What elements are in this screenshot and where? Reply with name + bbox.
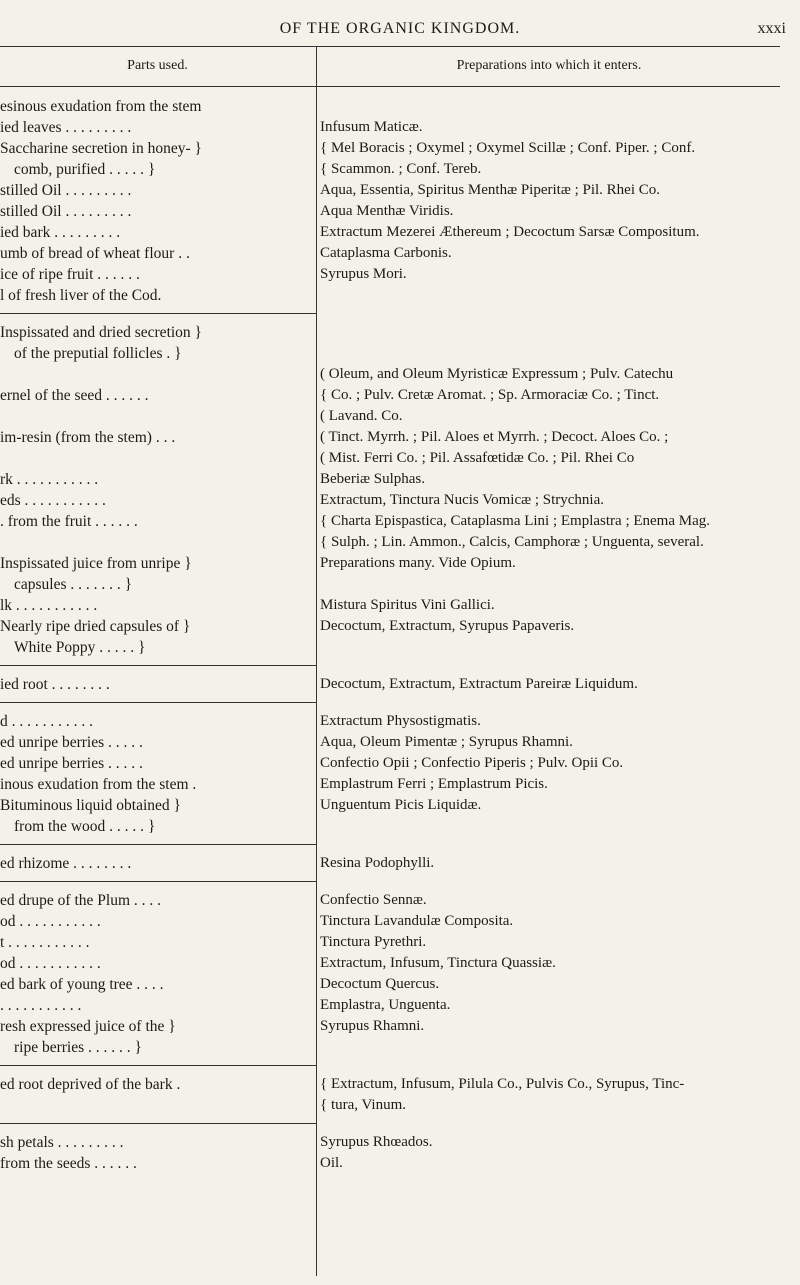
part-used-cell: l of fresh liver of the Cod. [0,287,162,304]
part-used-cell: Saccharine secretion in honey- } [0,140,202,157]
section-divider [0,881,316,882]
part-used-cell: rk . . . . . . . . . . . [0,471,99,488]
part-used-cell: inous exudation from the stem . [0,776,197,793]
part-used-cell: ed rhizome . . . . . . . . [0,855,132,872]
preparation-cell: ( Tinct. Myrrh. ; Pil. Aloes et Myrrh. ; Decoct. Aloes Co. ; [320,429,669,445]
part-used-cell: from the wood . . . . . } [14,818,156,835]
part-used-cell: ripe berries . . . . . . } [14,1039,142,1056]
part-used-cell: Bituminous liquid obtained } [0,797,181,814]
preparation-cell: Syrupus Mori. [320,266,407,282]
preparation-cell: Emplastra, Unguenta. [320,997,451,1013]
column-header-preparations: Preparations into which it enters. [456,58,642,73]
preparation-cell: Aqua, Oleum Pimentæ ; Syrupus Rhamni. [320,734,573,750]
preparation-cell: Syrupus Rhœados. [320,1134,433,1150]
preparation-cell: Oil. [320,1155,343,1171]
part-used-cell: ed unripe berries . . . . . [0,734,143,751]
preparation-cell: Cataplasma Carbonis. [320,245,452,261]
preparation-cell: { Extractum, Infusum, Pilula Co., Pulvis Co., Syrupus, Tinc- [320,1076,685,1092]
part-used-cell: lk . . . . . . . . . . . [0,597,98,614]
part-used-cell: Nearly ripe dried capsules of } [0,618,191,635]
page-number: xxxi [757,20,786,37]
part-used-cell: ied bark . . . . . . . . . [0,224,121,241]
preparation-cell: Aqua, Essentia, Spiritus Menthæ Piperitæ ; Pil. Rhei Co. [320,182,661,198]
preparation-cell: { tura, Vinum. [320,1097,407,1113]
preparation-cell: Infusum Maticæ. [320,119,423,135]
preparation-cell: Beberiæ Sulphas. [320,471,425,487]
part-used-cell: ed bark of young tree . . . . [0,976,164,993]
page-title: OF THE ORGANIC KINGDOM. [279,20,521,37]
part-used-cell: esinous exudation from the stem [0,98,202,115]
part-used-cell: ed drupe of the Plum . . . . [0,892,162,909]
header-rule [0,46,780,47]
part-used-cell: . from the fruit . . . . . . [0,513,138,530]
preparation-cell: Extractum, Tinctura Nucis Vomicæ ; Strychnia. [320,492,605,508]
part-used-cell: stilled Oil . . . . . . . . . [0,203,132,220]
part-used-cell: ice of ripe fruit . . . . . . [0,266,140,283]
part-used-cell: eds . . . . . . . . . . . [0,492,106,509]
part-used-cell: Inspissated and dried secretion } [0,324,202,341]
preparation-cell: Tinctura Lavandulæ Composita. [320,913,514,929]
preparation-cell: Decoctum Quercus. [320,976,440,992]
preparation-cell: Decoctum, Extractum, Extractum Pareiræ Liquidum. [320,676,638,692]
section-divider [0,844,316,845]
part-used-cell: White Poppy . . . . . } [14,639,146,656]
preparation-cell: Extractum Physostigmatis. [320,713,481,729]
part-used-cell: ed root deprived of the bark . [0,1076,181,1093]
preparation-cell: Syrupus Rhamni. [320,1018,425,1034]
preparation-cell: Emplastrum Ferri ; Emplastrum Picis. [320,776,548,792]
part-used-cell: Inspissated juice from unripe } [0,555,192,572]
section-divider [0,1065,316,1066]
part-used-cell: ied root . . . . . . . . [0,676,110,693]
preparation-cell: ( Mist. Ferri Co. ; Pil. Assafœtidæ Co. ; Pil. Rhei Co [320,450,635,466]
preparation-cell: Extractum Mezerei Æthereum ; Decoctum Sarsæ Compositum. [320,224,700,240]
preparation-cell: ( Lavand. Co. [320,408,403,424]
part-used-cell: from the seeds . . . . . . [0,1155,137,1172]
section-divider [0,313,316,314]
part-used-cell: stilled Oil . . . . . . . . . [0,182,132,199]
section-divider [0,702,316,703]
page-header [0,16,800,46]
preparation-cell: { Co. ; Pulv. Cretæ Aromat. ; Sp. Armoraciæ Co. ; Tinct. [320,387,660,403]
preparation-cell: Resina Podophylli. [320,855,435,871]
preparation-cell: Confectio Sennæ. [320,892,427,908]
part-used-cell: ernel of the seed . . . . . . [0,387,149,404]
preparation-cell: Mistura Spiritus Vini Gallici. [320,597,495,613]
part-used-cell: d . . . . . . . . . . . [0,713,93,730]
preparation-cell: { Mel Boracis ; Oxymel ; Oxymel Scillæ ; Conf. Piper. ; Conf. [320,140,696,156]
part-used-cell: umb of bread of wheat flour . . [0,245,190,262]
section-divider [0,665,316,666]
preparation-cell: { Charta Epispastica, Cataplasma Lini ; Emplastra ; Enema Mag. [320,513,711,529]
part-used-cell: sh petals . . . . . . . . . [0,1134,124,1151]
preparation-cell: { Sulph. ; Lin. Ammon., Calcis, Camphoræ ; Unguenta, several. [320,534,704,550]
column-divider [316,46,317,1276]
part-used-cell: od . . . . . . . . . . . [0,913,101,930]
preparation-cell: ( Oleum, and Oleum Myristicæ Expressum ; Pulv. Catechu [320,366,674,382]
part-used-cell: t . . . . . . . . . . . [0,934,90,951]
column-header-rule [0,86,780,87]
part-used-cell: comb, purified . . . . . } [14,161,156,178]
section-divider [0,1123,316,1124]
preparation-cell: Extractum, Infusum, Tinctura Quassiæ. [320,955,556,971]
preparation-cell: Preparations many. Vide Opium. [320,555,516,571]
part-used-cell: im-resin (from the stem) . . . [0,429,176,446]
preparation-cell: Tinctura Pyrethri. [320,934,427,950]
column-header-parts-used: Parts used. [127,58,188,73]
part-used-cell: ed unripe berries . . . . . [0,755,143,772]
part-used-cell: ied leaves . . . . . . . . . [0,119,132,136]
part-used-cell: resh expressed juice of the } [0,1018,176,1035]
preparation-cell: { Scammon. ; Conf. Tereb. [320,161,482,177]
preparation-cell: Decoctum, Extractum, Syrupus Papaveris. [320,618,575,634]
part-used-cell: of the preputial follicles . } [14,345,182,362]
part-used-cell: . . . . . . . . . . . [0,997,82,1014]
preparation-cell: Confectio Opii ; Confectio Piperis ; Pulv. Opii Co. [320,755,624,771]
preparation-cell: Unguentum Picis Liquidæ. [320,797,482,813]
preparation-cell: Aqua Menthæ Viridis. [320,203,454,219]
part-used-cell: od . . . . . . . . . . . [0,955,101,972]
part-used-cell: capsules . . . . . . . } [14,576,133,593]
